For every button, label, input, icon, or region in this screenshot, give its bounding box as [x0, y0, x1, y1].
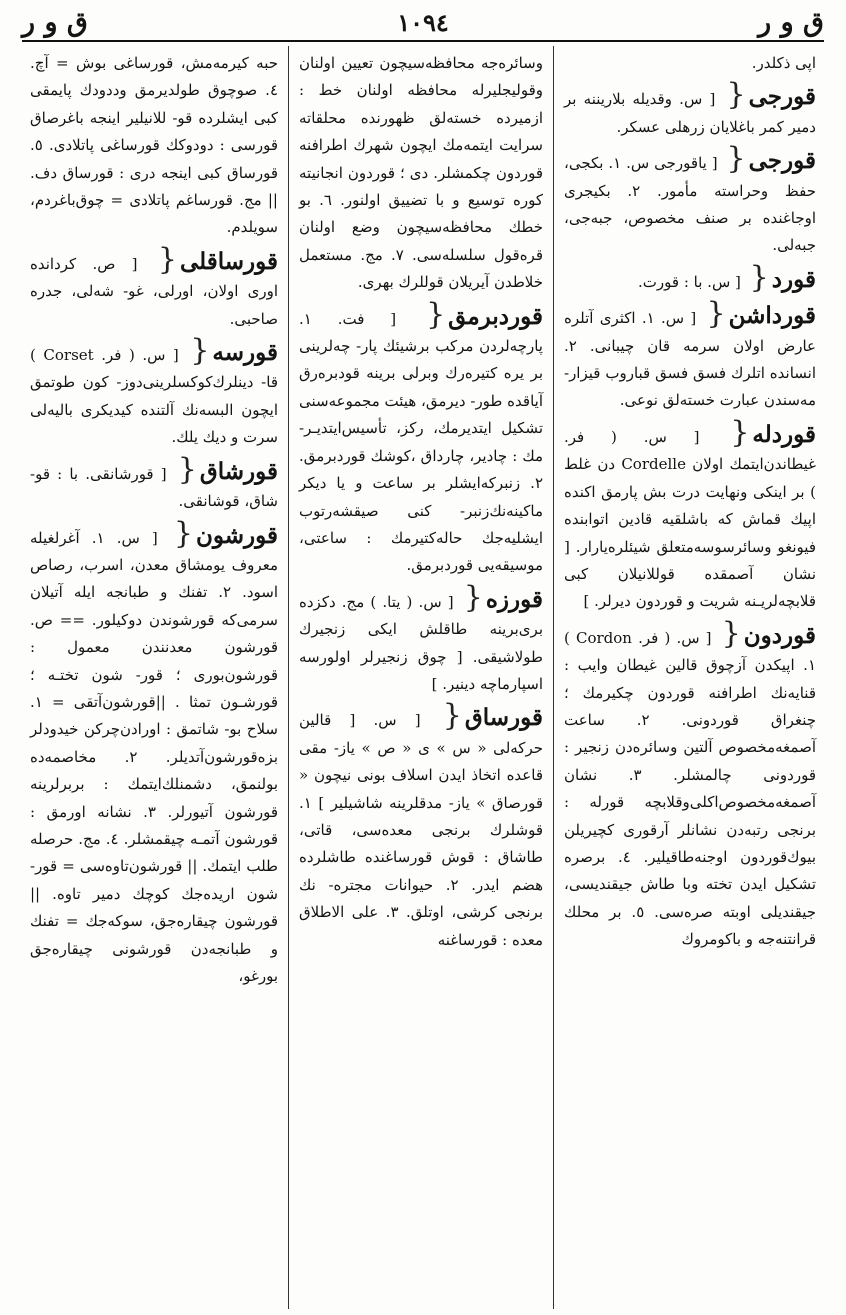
- brace-glyph: {: [426, 296, 446, 332]
- brace-glyph: {: [706, 296, 726, 332]
- running-head-right: ق و ر: [758, 6, 824, 38]
- entry-continuation: وسائره‌جه محافظه‌سيچون تعيين اولنان وقوليجليرله محافظه اولنان خط : ازميرده خسته‌لق ظهورنده محلقاته سرايت ايتمه‌مك ايچون شهرك اطرافنه قوردون چكمشلر. دى ؛ قوردون انجانيته كوره توسيع و با تضييق اولنور. ٦. بو خطك محافظه‌سيچون وضع اولنان قره‌قول سلسله‌سى. ٧. مج. مستعمل خلاطدن آيريلان قوللرك بهرى.: [299, 54, 544, 292]
- entry-definition: [ فت. ١. پارچه‌لردن مركب برشيئك پار-: [299, 309, 543, 356]
- dictionary-entry: [299, 698, 543, 954]
- entry-definition: زنجيرك طولاشيقى. [ چوق زنجيرلر اولورسه اسپارماچه دينير. ]: [299, 620, 543, 693]
- column-middle: [289, 46, 554, 1309]
- entry-definition: [ س. با : قورت.: [638, 272, 741, 291]
- page-number: ١٠٩٤: [397, 7, 449, 37]
- brace-glyph: {: [726, 141, 746, 177]
- dictionary-entry: [30, 241, 278, 333]
- entry-definition: قالين غيطان وايب : قنايه‌نك اطرافنه قوردون چكيرمك ؛ چنغراق قوردونى. ٢. ساعت آصمغه‌مخصوص آلتين وسائره‌دن زنجير : قوردونى چالمشلر. ٣. نشان آصمغه‌مخصوص‌اكلى‌وقلابچه قورله : برنجى رتبه‌دن نشانلر آرقورى كچيريلن بيوك‌قوردون اوجنه‌طاقيلير. ٤. برصره تشكيل ايدن تخته وبا طاش جيقنديسى، جيقنديلى اوبته صره‌سى. ٥. بر محلك قرانتنه‌جه و باكومروك: [564, 656, 817, 949]
- dictionary-entry: [30, 333, 278, 452]
- entry-definition: غلط ) بر اينكى ونهايت درت بش پارمق اكنده اپيك قماش كه باشلقيه قادين اتوابنده فيونغو وسائرسوسه‌متعلق شيئلره‌يارار. [ نشان آصمقده قوللانيلان كبى قلابچه‌لريـنه شريت و قوردون ديرلر. ]: [564, 455, 816, 611]
- brace-glyph: {: [190, 333, 210, 369]
- brace-glyph: {: [177, 451, 197, 487]
- entry-definition: شه‌لى، جدره صاحبى.: [30, 282, 278, 328]
- entry-continuation: حبه كيرمه‌مش، قورساغى بوش = آچ. ٤. صوچوق طولديرمق وددودك پايمقى كبى ايشلرده قو- للانيلير اينجه باغرصاق قورسى : دودوكك قورساغى پاتلادى. ٥. قورساق كبى اينجه درى : قورساق دف. || مج. قورساغم پاتلادى = چوق‌باغردم، سويلدم.: [30, 54, 278, 237]
- entry-headword: قورساق: [464, 704, 543, 732]
- brace-glyph: {: [749, 259, 769, 295]
- dictionary-entry: [564, 259, 816, 296]
- dictionary-entry: [30, 515, 279, 991]
- entry-definition: [ س. ( فر. غيطاندن‌ايتمك اولان Cordelle دن: [564, 427, 816, 474]
- dictionary-entry: [564, 414, 816, 616]
- entry-definition: [ س. ( فر. Corset ) قا- دينلرك‌كوكسلرينى‌دوز-: [30, 346, 278, 392]
- brace-glyph: {: [463, 579, 483, 615]
- entry-definition: [ قورشانقى. با : قو- شاق، قوشانقى.: [30, 464, 278, 511]
- entry-definition: كون طوتمق ايچون البسه‌نك آلتنده كيديكرى باليه‌لى سرت و ديك يلك.: [30, 373, 278, 447]
- entry-definition: [ س. وقديله بلاريننه بر دمير كمر باغلايان: [564, 90, 816, 136]
- entry-definition: [ س. ١. آغرلغيله معروف يومشاق: [30, 528, 278, 574]
- dictionary-entry: [564, 141, 816, 260]
- brace-glyph: {: [173, 515, 193, 551]
- entry-headword: قورد: [771, 265, 816, 293]
- running-head-left: ق و ر: [22, 6, 88, 38]
- brace-glyph: {: [157, 241, 177, 277]
- header-rule: [22, 40, 824, 42]
- entry-definition: معدن، اسرب، رصاص اسود. ٢. تفنك و طبانجه ايله آتيلان سرمى‌كه قورشوندن دوكيلور.: [30, 555, 279, 629]
- brace-glyph: {: [726, 77, 746, 113]
- entry-headword: قورساقلى: [179, 247, 278, 275]
- page-header: [22, 6, 824, 38]
- entry-continuation: اپى ذكلدر.: [751, 54, 816, 72]
- brace-glyph: {: [442, 698, 462, 734]
- entry-headword: قورشون: [195, 521, 278, 549]
- entry-definition: مقى قاعده اتخاذ ايدن اسلاف بونى نيچون « قورصاق » ياز- مدقلرينه شاشيلير ] ١. قوشلرك برنجى معده‌سى، قاتى، طاشاق : قوش قورساغنده طاشلرده هضم ايدر. ٢. حيوانات مجتره- نك برنجى كرشى، اوتلق. ٣. على الاطلاق معده : قورساغنه: [299, 738, 543, 949]
- dictionary-entry: [564, 296, 816, 415]
- entry-headword: قورزه: [485, 585, 543, 613]
- entry-headword: قورسه: [212, 339, 278, 367]
- entry-headword: قورشاق: [199, 457, 278, 485]
- dictionary-entry: [564, 77, 816, 141]
- dictionary-entry: [299, 579, 543, 699]
- column-left: [20, 46, 289, 1309]
- entry-definition: [ س. ( يتا. ) مج. دكزده برى‌برينه طاقلش ايكى: [299, 592, 543, 639]
- entry-definition: [ ص. كردانده اورى اولان، اورلى، غو-: [30, 254, 278, 301]
- entry-headword: قوردون: [743, 621, 816, 649]
- entry-definition: زرهلى عسكر.: [616, 117, 705, 136]
- double-rule-glyph: ==: [59, 610, 85, 629]
- entry-definition: سرمه قان چيبانى. ٢. انسانده اتلرك فسق فسق قباروب قيزار- مه‌سندن عبارت خسته‌لق نوعى.: [564, 336, 816, 410]
- entry-headword: قورجى: [748, 147, 816, 175]
- column-right: [554, 46, 826, 1309]
- dictionary-entry: [564, 615, 817, 954]
- entry-headword: قورداشن: [728, 302, 816, 330]
- dictionary-columns: [20, 46, 826, 1309]
- entry-definition: [ س. [ قالين حركه‌لى « س » ى « ص » ياز-: [299, 711, 543, 757]
- entry-definition: [ س. ١. اكثرى آتلره عارض اولان: [564, 309, 816, 355]
- entry-definition: ٢. بكيجرى اوجاغنده بر صنف مخصوص، جبه‌جى، جبه‌لى.: [564, 181, 816, 255]
- entry-headword: قوردله: [752, 420, 816, 448]
- entry-headword: قورجى: [748, 83, 816, 111]
- brace-glyph: {: [721, 615, 741, 651]
- entry-definition: ص. قورشون معدنندن: [30, 610, 278, 657]
- entry-definition: [ ياقورجى س. ١. بكجى، حفظ وحراسته مأمور.: [564, 154, 816, 200]
- dictionary-entry: [30, 451, 278, 516]
- entry-headword: قوردبرمق: [448, 302, 543, 330]
- entry-definition: چه‌لرينى بر يره كتيره‌رك وبرلى برينه قودبره‌رق آياقده طور- ديرمق، هيئت مجموعه‌سنى تشكيل ايتديرمك، ركز، تأسيس‌ايتديـر- مك : چادير، چارداق ،كوشك قوردبرمق. ٢. زنبركه‌ايشلر بر ساعت و يا ديكر ماكينه‌نك‌زنبر- كنى صيقشه‌رتوب ايشليه‌جك حاله‌كتيرمك : ساعتى، موسيقه‌يى قوردبرمق.: [299, 337, 543, 575]
- entry-definition: [ س. ( فر. Cordon ) ١. اپيكدن آزچوق: [564, 628, 816, 675]
- entry-definition: معمول : قورشون‌بورى ؛ قور- شون تختـه ؛ قورشـون تمثا . ||قورشون‌آتقى = ١. سلاح بو- شاتمق : اورادن‌چركن خيدودلر بزه‌قورشون‌آتديلر. ٢. مخاصمه‌ده بولنمق، دشمنلك‌ايتمك : بربرلرينه قورشون آتيورلر. ٣. نشانه اورمق : قورشون آتمـه چيقمشلر. ٤. مج. حرصله طلب ايتمك. || قورشون‌تاوه‌سى = قور- شون اريدەجك كوچك دمير تاوه. || قورشون چيقاره‌جق، سوكه‌جك = تفنك و طبانجه‌دن قورشونى چيقاره‌جق بورغو،: [30, 638, 278, 985]
- dictionary-entry: [299, 296, 543, 580]
- brace-glyph: {: [730, 414, 750, 450]
